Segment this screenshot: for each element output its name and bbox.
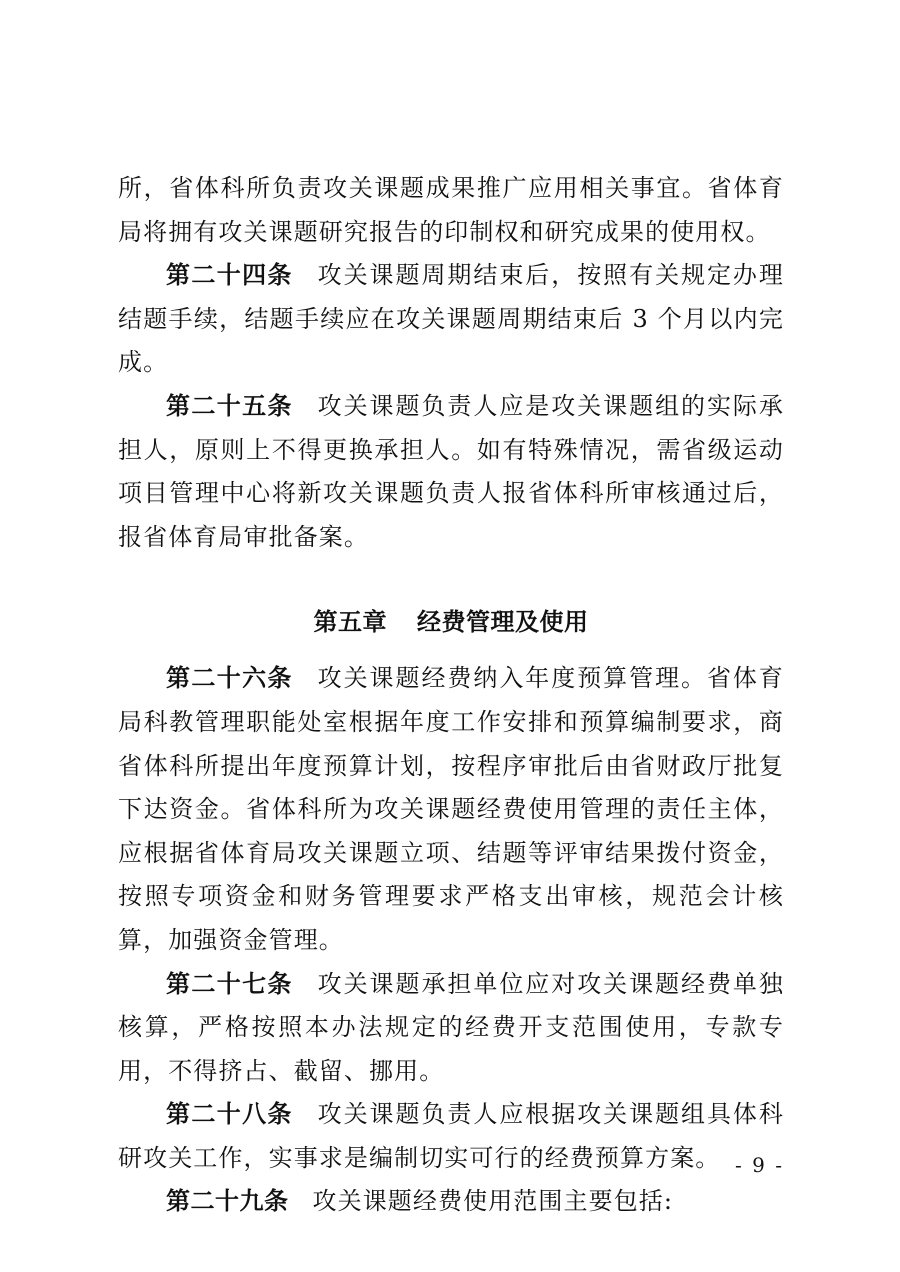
chapter-title: 经费管理及使用: [417, 607, 589, 636]
article-26: [118, 657, 784, 962]
article-28: [118, 1093, 784, 1180]
article-25: [118, 385, 784, 559]
chapter-heading: [118, 559, 784, 657]
article-number: 第二十七条: [166, 969, 293, 998]
article-text: 攻关课题经费纳入年度预算管理。省体育局科教管理职能处室根据年度工作安排和预算编制要求，商省体科所提出年度预算计划，按程序审批后由省财政厅批复下达资金。省体科所为攻关课题经费使用管理的责任主体，应根据省体育局攻关课题立项、结题等评审结果拨付资金，按照专项资金和财务管理要求严格支出审核，规范会计核算，加强资金管理。: [118, 664, 784, 954]
article-24: [118, 254, 784, 385]
article-text: 攻关课题经费使用范围主要包括:: [312, 1187, 674, 1216]
chapter-number: 第五章: [313, 607, 387, 636]
paragraph-continuation: [118, 167, 784, 254]
article-text: 攻关课题周期结束后，按照有关规定办理结题手续，结题手续应在攻关课题周期结束后 3 个月以内完成。: [118, 261, 784, 377]
article-29: [118, 1180, 784, 1224]
document-body: [118, 167, 784, 1224]
paragraph-text: 所，省体科所负责攻关课题成果推广应用相关事宜。省体育局将拥有攻关课题研究报告的印制权和研究成果的使用权。: [118, 174, 784, 246]
page-number: - 9 -: [735, 1153, 784, 1177]
article-number: 第二十四条: [166, 261, 293, 290]
article-number: 第二十六条: [166, 664, 293, 693]
article-number: 第二十九条: [166, 1187, 289, 1216]
article-number: 第二十八条: [166, 1100, 293, 1129]
article-text: 攻关课题负责人应根据攻关课题组具体科研攻关工作，实事求是编制切实可行的经费预算方案。: [118, 1100, 784, 1172]
article-text: 攻关课题负责人应是攻关课题组的实际承担人，原则上不得更换承担人。如有特殊情况，需省级运动项目管理中心将新攻关课题负责人报省体科所审核通过后，报省体育局审批备案。: [118, 391, 784, 551]
article-number: 第二十五条: [166, 391, 293, 420]
article-text: 攻关课题承担单位应对攻关课题经费单独核算，严格按照本办法规定的经费开支范围使用，专款专用，不得挤占、截留、挪用。: [118, 969, 784, 1085]
article-27: [118, 963, 784, 1094]
